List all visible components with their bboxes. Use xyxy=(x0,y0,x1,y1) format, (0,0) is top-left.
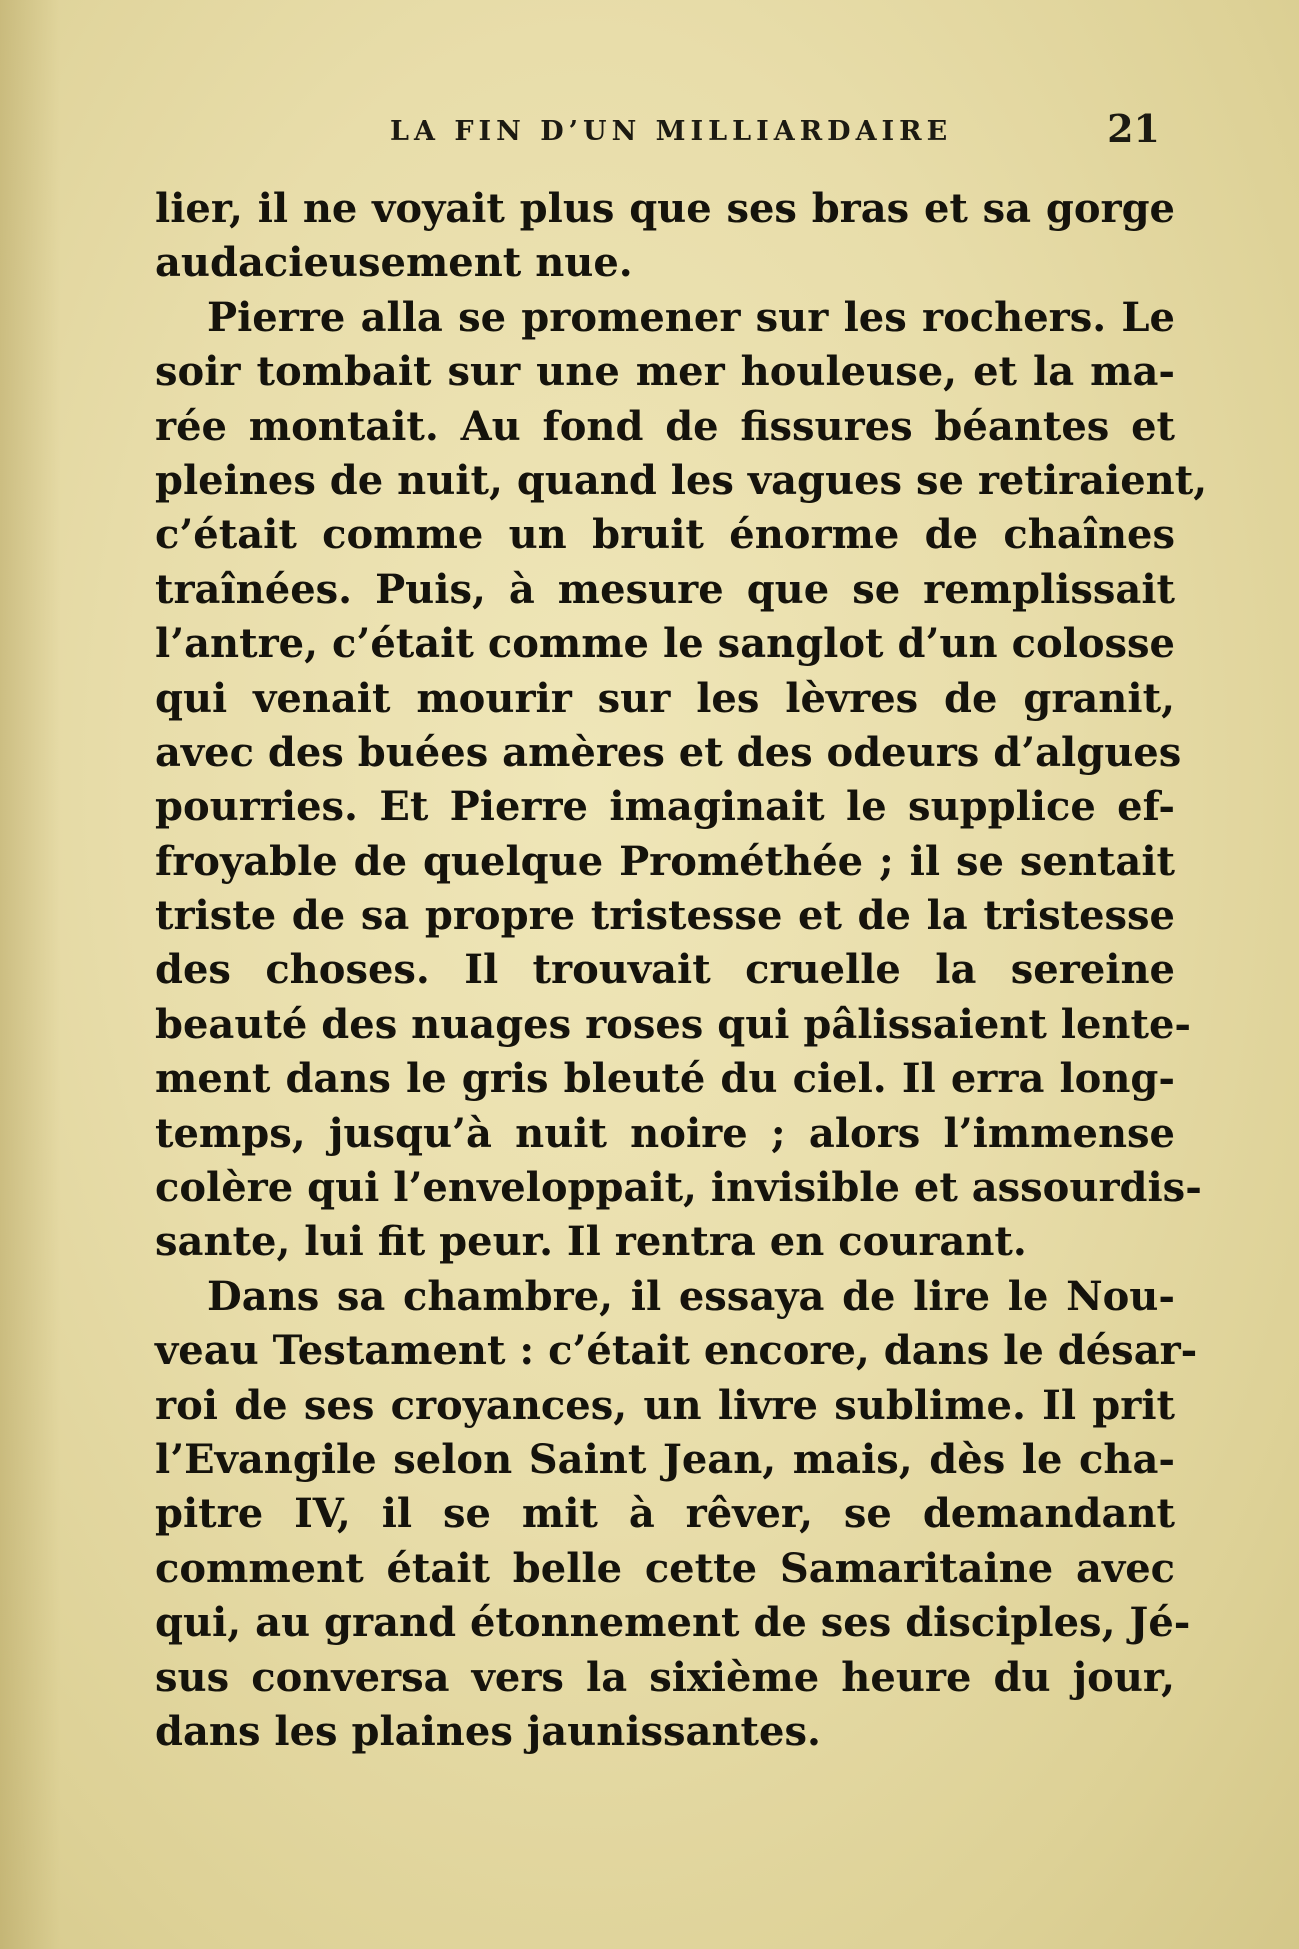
text-line: l’antre, c’était comme le sanglot d’un colosse xyxy=(155,620,1175,668)
text-line: dans les plaines jaunissantes. xyxy=(155,1707,821,1755)
text-line: des choses. Il trouvait cruelle la sereine xyxy=(155,946,1175,994)
text-line: traînées. Puis, à mesure que se remplissait xyxy=(155,565,1175,613)
text-line: rée montait. Au fond de fissures béantes et xyxy=(155,402,1175,450)
text-line: ment dans le gris bleuté du ciel. Il erra long- xyxy=(155,1055,1175,1103)
text-line: soir tombait sur une mer houleuse, et la ma- xyxy=(155,348,1175,396)
text-line: colère qui l’enveloppait, invisible et assourdis- xyxy=(155,1164,1202,1212)
text-line: l’Evangile selon Saint Jean, mais, dès le cha- xyxy=(155,1435,1175,1483)
text-line: sus conversa vers la sixième heure du jour, xyxy=(155,1653,1175,1701)
text-line: Dans sa chambre, il essaya de lire le Nou- xyxy=(207,1272,1175,1320)
body-text xyxy=(155,182,1208,1759)
text-line: beauté des nuages roses qui pâlissaient lente- xyxy=(155,1000,1192,1048)
text-line: froyable de quelque Prométhée ; il se sentait xyxy=(155,837,1175,885)
page-header xyxy=(160,100,1160,160)
text-line: Pierre alla se promener sur les rochers. Le xyxy=(207,293,1175,341)
text-line: qui venait mourir sur les lèvres de granit, xyxy=(155,674,1175,722)
text-line: audacieusement nue. xyxy=(155,239,633,287)
running-title: LA FIN D’UN MILLIARDAIRE xyxy=(390,116,953,147)
text-line: avec des buées amères et des odeurs d’algues xyxy=(155,728,1182,776)
text-line: pitre IV, il se mit à rêver, se demandant xyxy=(155,1490,1175,1538)
text-line: pleines de nuit, quand les vagues se retiraient, xyxy=(155,456,1208,504)
text-line: qui, au grand étonnement de ses disciples, Jé- xyxy=(155,1599,1191,1647)
text-line: comment était belle cette Samaritaine avec xyxy=(155,1544,1175,1592)
text-line: lier, il ne voyait plus que ses bras et sa gorge xyxy=(155,185,1175,232)
text-line: temps, jusqu’à nuit noire ; alors l’immense xyxy=(155,1109,1175,1157)
text-line: pourries. Et Pierre imaginait le supplice ef- xyxy=(155,783,1175,831)
text-line: c’était comme un bruit énorme de chaînes xyxy=(155,511,1175,559)
text-line: roi de ses croyances, un livre sublime. Il prit xyxy=(155,1381,1175,1429)
page-number: 21 xyxy=(1107,106,1160,151)
text-line: veau Testament : c’était encore, dans le désar- xyxy=(155,1327,1198,1375)
text-line: sante, lui fit peur. Il rentra en courant. xyxy=(155,1218,1027,1266)
text-line: triste de sa propre tristesse et de la tristesse xyxy=(155,892,1175,940)
